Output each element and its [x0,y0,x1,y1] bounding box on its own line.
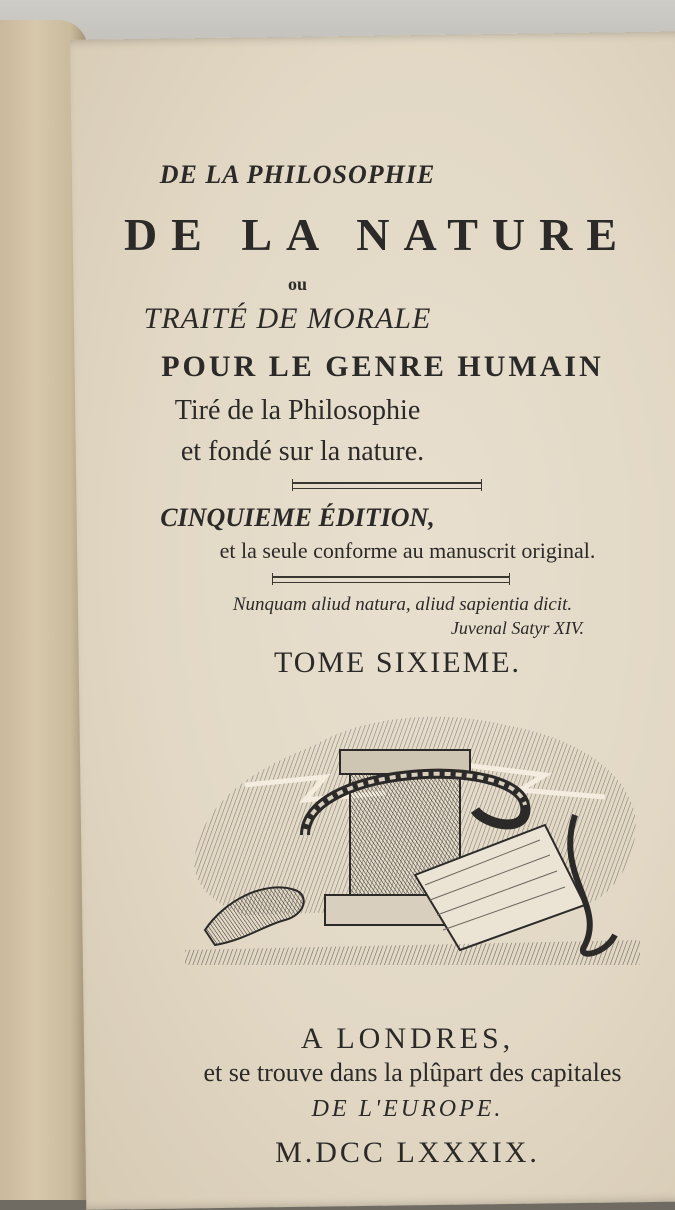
title-line-3: ou [287,274,307,294]
title-line-7: et fondé sur la nature. [180,436,425,467]
imprint-line: et se trouve dans la plûpart des capitales [203,1058,622,1087]
engraved-vignette [185,705,640,965]
edition-note-line: et la seule conforme au manuscrit original. [219,538,596,563]
title-line-6: Tiré de la Philosophie [174,395,421,426]
imprint-region-line: DE L'EUROPE. [311,1096,504,1122]
title-line-1: DE LA PHILOSOPHIE [159,160,436,189]
imprint-city-line: A LONDRES, [300,1022,515,1055]
title-line-4: TRAITÉ DE MORALE [143,302,432,335]
epigraph-source-line: Juvenal Satyr XIV. [450,618,585,638]
edition-line: CINQUIEME ÉDITION, [160,503,435,532]
ornamental-rule-2 [272,576,510,583]
publication-year-line: M.DCC LXXXIX. [275,1136,540,1169]
title-line-2: DE LA NATURE [123,209,632,260]
volume-line: TOME SIXIEME. [273,646,522,679]
epigraph-line: Nunquam aliud natura, aliud sapientia dicit. [232,594,573,615]
title-line-5: POUR LE GENRE HUMAIN [161,350,604,383]
ornamental-rule-1 [292,482,482,489]
